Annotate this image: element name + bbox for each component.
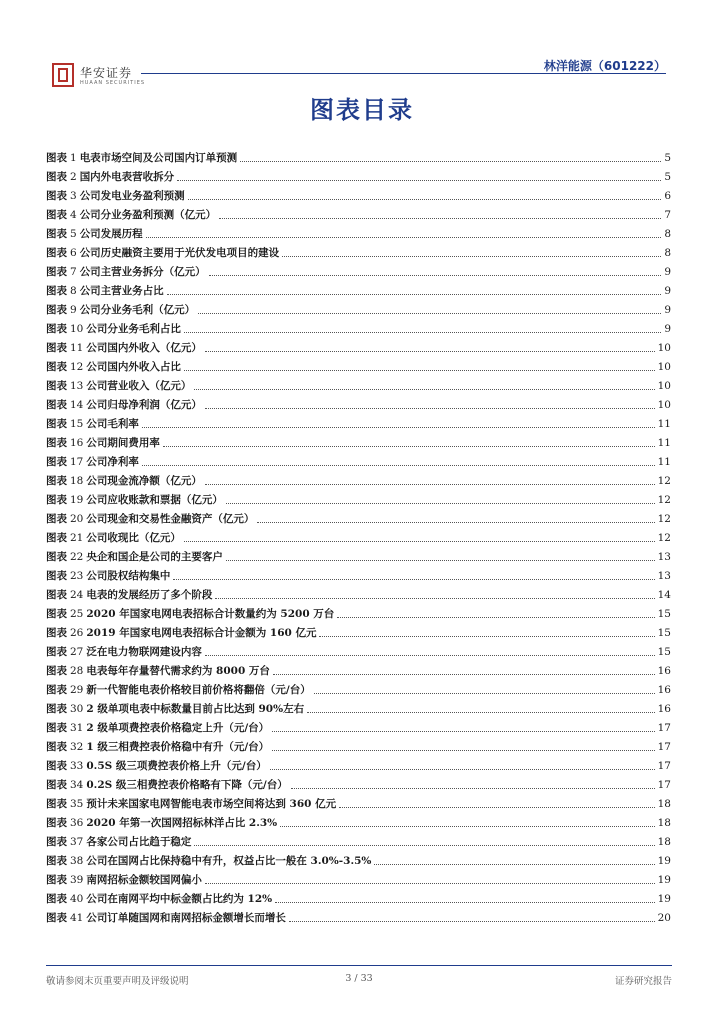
toc-entry[interactable] — [46, 184, 671, 203]
toc-entry[interactable] — [46, 431, 671, 450]
toc-entry-page: 9 — [664, 304, 671, 316]
toc-entry-text: 公司发展历程 — [79, 228, 143, 240]
toc-entry-text: 公司分业务毛利占比 — [86, 323, 181, 335]
toc-entry-text: 国内外电表营收拆分 — [79, 171, 175, 183]
toc-entry[interactable] — [46, 165, 671, 184]
toc-entry-number: 9 — [70, 304, 77, 316]
toc-entry-prefix: 图表 — [46, 342, 67, 354]
toc-entry-page: 11 — [657, 437, 671, 449]
toc-leader-dots — [194, 845, 654, 846]
toc-entry-label — [46, 398, 202, 412]
toc-entry-number: 12 — [70, 361, 84, 373]
toc-entry-label — [46, 626, 316, 640]
toc-entry-page: 15 — [657, 627, 671, 639]
toc-entry-text: 公司分业务毛利（亿元） — [79, 304, 196, 316]
toc-entry-number: 4 — [70, 209, 77, 221]
toc-entry-number: 36 — [70, 817, 84, 829]
toc-entry-page: 14 — [657, 589, 671, 601]
toc-entry-number: 17 — [70, 456, 84, 468]
toc-entry-prefix: 图表 — [46, 836, 67, 848]
toc-entry-prefix: 图表 — [46, 760, 67, 772]
toc-leader-dots — [167, 294, 662, 295]
toc-entry-text: 泛在电力物联网建设内容 — [86, 646, 202, 658]
toc-entry-label — [46, 702, 304, 716]
toc-leader-dots — [240, 161, 661, 162]
toc-entry[interactable] — [46, 754, 671, 773]
toc-entry-label — [46, 246, 279, 260]
toc-entry-number: 29 — [70, 684, 84, 696]
toc-entry-prefix: 图表 — [46, 456, 67, 468]
toc-entry-text: 电表市场空间及公司国内订单预测 — [79, 152, 238, 164]
toc-entry[interactable] — [46, 716, 671, 735]
toc-entry-number: 5 — [70, 228, 77, 240]
toc-leader-dots — [270, 769, 655, 770]
toc-entry-prefix: 图表 — [46, 532, 67, 544]
toc-leader-dots — [257, 522, 654, 523]
toc-entry-page: 17 — [657, 779, 671, 791]
toc-entry-prefix: 图表 — [46, 380, 67, 392]
toc-entry-page: 8 — [664, 247, 671, 259]
toc-entry-number: 14 — [70, 399, 84, 411]
toc-entry-prefix: 图表 — [46, 266, 67, 278]
toc-entry-prefix: 图表 — [46, 190, 67, 202]
toc-entry-page: 17 — [657, 760, 671, 772]
toc-entry-text: 2019 年国家电网电表招标合计金额为 160 亿元 — [86, 627, 317, 639]
toc-entry-label — [46, 740, 269, 754]
toc-entry-prefix: 图表 — [46, 399, 67, 411]
toc-entry[interactable] — [46, 621, 671, 640]
toc-entry[interactable] — [46, 393, 671, 412]
toc-leader-dots — [314, 693, 655, 694]
toc-entry-text: 公司国内外收入（亿元） — [86, 342, 202, 354]
toc-entry-label — [46, 645, 202, 659]
toc-entry-prefix: 图表 — [46, 494, 67, 506]
toc-entry-prefix: 图表 — [46, 171, 67, 183]
toc-entry[interactable] — [46, 830, 671, 849]
toc-leader-dots — [273, 674, 655, 675]
toc-entry-number: 15 — [70, 418, 84, 430]
toc-entry-number: 24 — [70, 589, 84, 601]
toc-entry[interactable] — [46, 773, 671, 792]
toc-entry-text: 2020 年第一次国网招标林洋占比 2.3% — [86, 817, 278, 829]
toc-entry-label — [46, 265, 206, 279]
toc-entry-label — [46, 455, 139, 469]
toc-entry-text: 公司净利率 — [86, 456, 139, 468]
toc-entry-label — [46, 512, 254, 526]
toc-entry-number: 31 — [70, 722, 84, 734]
toc-entry-label — [46, 873, 202, 887]
toc-entry-number: 20 — [70, 513, 84, 525]
toc-entry[interactable] — [46, 526, 671, 545]
toc-entry-text: 公司分业务盈利预测（亿元） — [79, 209, 217, 221]
toc-entry[interactable] — [46, 811, 671, 830]
toc-entry-number: 28 — [70, 665, 84, 677]
toc-entry-page: 15 — [657, 608, 671, 620]
page-header — [0, 0, 724, 100]
toc-entry-number: 32 — [70, 741, 84, 753]
toc-leader-dots — [272, 731, 654, 732]
toc-entry-prefix: 图表 — [46, 285, 67, 297]
toc-entry-text: 电表每年存量替代需求约为 8000 万台 — [86, 665, 270, 677]
toc-entry-text: 公司毛利率 — [86, 418, 139, 430]
toc-entry-page: 13 — [657, 570, 671, 582]
company-ticker: 林洋能源（601222） — [543, 59, 666, 73]
toc-entry-text: 各家公司占比趋于稳定 — [86, 836, 192, 848]
toc-leader-dots — [215, 598, 654, 599]
toc-entry-text: 预计未来国家电网智能电表市场空间将达到 360 亿元 — [86, 798, 337, 810]
toc-entry-number: 11 — [70, 342, 84, 354]
toc-entry-text: 公司主营业务拆分（亿元） — [79, 266, 206, 278]
toc-entry-page: 12 — [657, 532, 671, 544]
toc-entry-prefix: 图表 — [46, 817, 67, 829]
toc-entry-label — [46, 911, 286, 925]
toc-leader-dots — [194, 389, 654, 390]
toc-entry-page: 9 — [664, 285, 671, 297]
toc-entry-prefix: 图表 — [46, 665, 67, 677]
toc-leader-dots — [226, 503, 655, 504]
table-of-figures — [46, 146, 671, 925]
toc-entry-text: 2020 年国家电网电表招标合计数量约为 5200 万台 — [86, 608, 335, 620]
toc-entry-label — [46, 664, 270, 678]
toc-entry-prefix: 图表 — [46, 589, 67, 601]
toc-entry-number: 40 — [70, 893, 84, 905]
toc-entry-page: 13 — [657, 551, 671, 563]
toc-entry-number: 21 — [70, 532, 84, 544]
toc-leader-dots — [188, 199, 662, 200]
toc-entry-number: 19 — [70, 494, 84, 506]
toc-entry-number: 16 — [70, 437, 84, 449]
toc-entry-prefix: 图表 — [46, 741, 67, 753]
toc-entry-text: 公司收现比（亿元） — [86, 532, 181, 544]
toc-entry-number: 8 — [70, 285, 77, 297]
toc-entry-label — [46, 360, 181, 374]
toc-entry[interactable] — [46, 792, 671, 811]
toc-entry-label — [46, 531, 181, 545]
toc-leader-dots — [205, 484, 655, 485]
toc-entry-label — [46, 683, 311, 697]
toc-entry[interactable] — [46, 317, 671, 336]
toc-entry-number: 1 — [70, 152, 77, 164]
toc-entry-prefix: 图表 — [46, 893, 67, 905]
toc-entry-text: 新一代智能电表价格较目前价格将翻倍（元/台） — [86, 684, 311, 696]
toc-entry-label — [46, 417, 139, 431]
toc-entry-text: 公司期间费用率 — [86, 437, 160, 449]
toc-entry-label — [46, 493, 223, 507]
toc-entry-number: 25 — [70, 608, 84, 620]
toc-leader-dots — [289, 921, 655, 922]
toc-entry-number: 2 — [70, 171, 77, 183]
logo-seal-icon — [52, 63, 74, 87]
toc-leader-dots — [205, 351, 655, 352]
toc-entry[interactable] — [46, 564, 671, 583]
toc-entry-page: 19 — [657, 893, 671, 905]
toc-entry-text: 央企和国企是公司的主要客户 — [86, 551, 223, 563]
toc-entry-number: 38 — [70, 855, 84, 867]
toc-entry-label — [46, 607, 334, 621]
toc-entry-prefix: 图表 — [46, 361, 67, 373]
toc-entry-label — [46, 170, 174, 184]
toc-entry-number: 22 — [70, 551, 84, 563]
toc-entry-number: 6 — [70, 247, 77, 259]
toc-leader-dots — [307, 712, 655, 713]
toc-entry-page: 18 — [657, 836, 671, 848]
toc-leader-dots — [339, 807, 655, 808]
toc-entry-page: 9 — [664, 266, 671, 278]
toc-entry-page: 11 — [657, 456, 671, 468]
footer-divider — [46, 965, 672, 966]
toc-entry-text: 南网招标金额较国网偏小 — [86, 874, 202, 886]
toc-entry-text: 0.5S 级三项费控表价格上升（元/台） — [86, 760, 267, 772]
toc-entry-text: 公司现金和交易性金融资产（亿元） — [86, 513, 255, 525]
toc-entry-prefix: 图表 — [46, 247, 67, 259]
toc-leader-dots — [282, 256, 661, 257]
toc-leader-dots — [205, 408, 655, 409]
toc-entry-prefix: 图表 — [46, 304, 67, 316]
toc-entry-number: 37 — [70, 836, 84, 848]
toc-entry-page: 16 — [657, 684, 671, 696]
toc-entry-label — [46, 379, 191, 393]
toc-leader-dots — [205, 883, 655, 884]
toc-entry-page: 11 — [657, 418, 671, 430]
toc-entry[interactable] — [46, 507, 671, 526]
toc-leader-dots — [219, 218, 661, 219]
toc-entry-text: 公司国内外收入占比 — [86, 361, 181, 373]
toc-entry-label — [46, 322, 181, 336]
toc-entry-label — [46, 550, 223, 564]
toc-entry[interactable] — [46, 868, 671, 887]
toc-entry-text: 1 级三相费控表价格稳中有升（元/台） — [86, 741, 270, 753]
toc-entry[interactable] — [46, 849, 671, 868]
toc-entry[interactable] — [46, 545, 671, 564]
toc-entry[interactable] — [46, 906, 671, 925]
toc-entry[interactable] — [46, 678, 671, 697]
toc-entry-label — [46, 284, 164, 298]
toc-leader-dots — [209, 275, 662, 276]
toc-entry-text: 公司归母净利润（亿元） — [86, 399, 202, 411]
toc-entry-number: 26 — [70, 627, 84, 639]
toc-entry-page: 17 — [657, 722, 671, 734]
toc-leader-dots — [337, 617, 654, 618]
toc-entry-page: 16 — [657, 703, 671, 715]
toc-entry-text: 公司在国网占比保持稳中有升，权益占比一般在 3.0%-3.5% — [86, 855, 372, 867]
toc-entry[interactable] — [46, 488, 671, 507]
toc-entry-page: 19 — [657, 855, 671, 867]
toc-entry-page: 18 — [657, 798, 671, 810]
toc-entry-prefix: 图表 — [46, 152, 67, 164]
toc-entry[interactable] — [46, 735, 671, 754]
toc-entry[interactable] — [46, 697, 671, 716]
toc-leader-dots — [226, 560, 655, 561]
toc-entry[interactable] — [46, 336, 671, 355]
toc-entry-number: 41 — [70, 912, 84, 924]
toc-entry-text: 公司股权结构集中 — [86, 570, 171, 582]
footer-report-type: 证券研究报告 — [614, 976, 672, 987]
toc-entry-number: 18 — [70, 475, 84, 487]
toc-entry-label — [46, 816, 277, 830]
toc-entry-page: 19 — [657, 874, 671, 886]
toc-entry[interactable] — [46, 374, 671, 393]
page-number: 3 / 33 — [345, 973, 373, 984]
footer-disclaimer: 敬请参阅末页重要声明及评级说明 — [46, 976, 189, 987]
page-title: 图表目录 — [310, 96, 414, 124]
toc-entry-page: 8 — [664, 228, 671, 240]
toc-entry-text: 公司发电业务盈利预测 — [79, 190, 185, 202]
toc-leader-dots — [173, 579, 654, 580]
toc-entry-prefix: 图表 — [46, 323, 67, 335]
toc-leader-dots — [319, 636, 654, 637]
toc-leader-dots — [198, 313, 661, 314]
toc-entry[interactable] — [46, 355, 671, 374]
toc-entry[interactable] — [46, 640, 671, 659]
toc-entry-text: 2 级单项电表中标数量目前占比达到 90%左右 — [86, 703, 305, 715]
toc-entry-label — [46, 189, 185, 203]
toc-entry-text: 公司订单随国网和南网招标金额增长而增长 — [86, 912, 286, 924]
toc-entry-number: 34 — [70, 779, 84, 791]
company-logo — [52, 63, 152, 89]
toc-entry-label — [46, 778, 288, 792]
toc-leader-dots — [272, 750, 654, 751]
toc-entry-label — [46, 227, 143, 241]
toc-entry-text: 0.2S 级三相费控表价格略有下降（元/台） — [86, 779, 288, 791]
toc-entry-number: 33 — [70, 760, 84, 772]
toc-entry-label — [46, 835, 191, 849]
toc-entry-label — [46, 208, 216, 222]
toc-leader-dots — [374, 864, 654, 865]
toc-leader-dots — [177, 180, 661, 181]
toc-entry-label — [46, 797, 336, 811]
toc-entry-number: 39 — [70, 874, 84, 886]
toc-entry[interactable] — [46, 659, 671, 678]
toc-entry-number: 35 — [70, 798, 84, 810]
toc-leader-dots — [291, 788, 655, 789]
toc-entry[interactable] — [46, 241, 671, 260]
toc-entry[interactable] — [46, 260, 671, 279]
toc-leader-dots — [146, 237, 662, 238]
toc-entry-prefix: 图表 — [46, 912, 67, 924]
toc-entry-prefix: 图表 — [46, 475, 67, 487]
toc-entry-page: 12 — [657, 513, 671, 525]
toc-leader-dots — [142, 465, 655, 466]
toc-entry-prefix: 图表 — [46, 855, 67, 867]
toc-entry-number: 3 — [70, 190, 77, 202]
toc-entry-page: 20 — [657, 912, 671, 924]
toc-entry-prefix: 图表 — [46, 437, 67, 449]
toc-entry-prefix: 图表 — [46, 513, 67, 525]
toc-entry-number: 10 — [70, 323, 84, 335]
toc-entry-page: 5 — [664, 171, 671, 183]
toc-entry-page: 5 — [664, 152, 671, 164]
toc-entry-label — [46, 341, 202, 355]
toc-entry-prefix: 图表 — [46, 874, 67, 886]
toc-entry-prefix: 图表 — [46, 551, 67, 563]
toc-entry-prefix: 图表 — [46, 228, 67, 240]
toc-entry-page: 10 — [657, 361, 671, 373]
toc-entry-prefix: 图表 — [46, 608, 67, 620]
toc-entry-text: 公司营业收入（亿元） — [86, 380, 192, 392]
toc-entry-label — [46, 436, 160, 450]
toc-entry-text: 2 级单项费控表价格稳定上升（元/台） — [86, 722, 270, 734]
toc-entry-prefix: 图表 — [46, 798, 67, 810]
toc-entry-text: 公司在南网平均中标金额占比约为 12% — [86, 893, 273, 905]
toc-entry-prefix: 图表 — [46, 418, 67, 430]
toc-leader-dots — [184, 332, 661, 333]
toc-entry-label — [46, 759, 267, 773]
toc-entry-text: 公司现金流净额（亿元） — [86, 475, 202, 487]
toc-entry-label — [46, 721, 269, 735]
toc-entry-page: 12 — [657, 494, 671, 506]
toc-entry-number: 27 — [70, 646, 84, 658]
toc-entry[interactable] — [46, 887, 671, 906]
toc-entry-prefix: 图表 — [46, 646, 67, 658]
logo-text-en: HUAAN SECURITIES — [80, 80, 146, 86]
toc-leader-dots — [184, 541, 655, 542]
toc-entry-page: 10 — [657, 342, 671, 354]
toc-entry-text: 电表的发展经历了多个阶段 — [86, 589, 213, 601]
toc-entry-label — [46, 892, 272, 906]
toc-entry-page: 9 — [664, 323, 671, 335]
toc-entry-label — [46, 854, 371, 868]
toc-entry-page: 7 — [664, 209, 671, 221]
toc-leader-dots — [142, 427, 655, 428]
toc-entry-page: 17 — [657, 741, 671, 753]
toc-entry[interactable] — [46, 203, 671, 222]
toc-entry[interactable] — [46, 469, 671, 488]
toc-entry-label — [46, 569, 170, 583]
toc-entry-page: 16 — [657, 665, 671, 677]
toc-leader-dots — [163, 446, 655, 447]
toc-entry-number: 23 — [70, 570, 84, 582]
toc-leader-dots — [205, 655, 655, 656]
toc-entry[interactable] — [46, 279, 671, 298]
toc-entry[interactable] — [46, 146, 671, 165]
toc-entry-prefix: 图表 — [46, 627, 67, 639]
toc-entry-page: 10 — [657, 380, 671, 392]
toc-leader-dots — [184, 370, 655, 371]
toc-entry[interactable] — [46, 298, 671, 317]
toc-entry-page: 18 — [657, 817, 671, 829]
toc-entry-label — [46, 303, 195, 317]
toc-entry[interactable] — [46, 222, 671, 241]
toc-entry[interactable] — [46, 412, 671, 431]
toc-entry-text: 公司历史融资主要用于光伏发电项目的建设 — [79, 247, 280, 259]
toc-entry-prefix: 图表 — [46, 722, 67, 734]
toc-entry-text: 公司主营业务占比 — [79, 285, 164, 297]
toc-entry-number: 13 — [70, 380, 84, 392]
toc-entry-prefix: 图表 — [46, 684, 67, 696]
toc-entry-page: 15 — [657, 646, 671, 658]
logo-text-cn: 华安证券 — [80, 66, 133, 80]
toc-entry-page: 6 — [664, 190, 671, 202]
toc-leader-dots — [275, 902, 655, 903]
toc-entry-prefix: 图表 — [46, 779, 67, 791]
toc-entry-prefix: 图表 — [46, 209, 67, 221]
toc-leader-dots — [280, 826, 654, 827]
toc-entry-prefix: 图表 — [46, 570, 67, 582]
toc-entry-prefix: 图表 — [46, 703, 67, 715]
toc-entry-page: 10 — [657, 399, 671, 411]
toc-entry-number: 7 — [70, 266, 77, 278]
toc-entry-label — [46, 474, 202, 488]
toc-entry[interactable] — [46, 450, 671, 469]
toc-entry-label — [46, 151, 237, 165]
toc-entry-label — [46, 588, 212, 602]
toc-entry-page: 12 — [657, 475, 671, 487]
toc-entry-number: 30 — [70, 703, 84, 715]
toc-entry[interactable] — [46, 602, 671, 621]
toc-entry-text: 公司应收账款和票据（亿元） — [86, 494, 223, 506]
toc-entry[interactable] — [46, 583, 671, 602]
